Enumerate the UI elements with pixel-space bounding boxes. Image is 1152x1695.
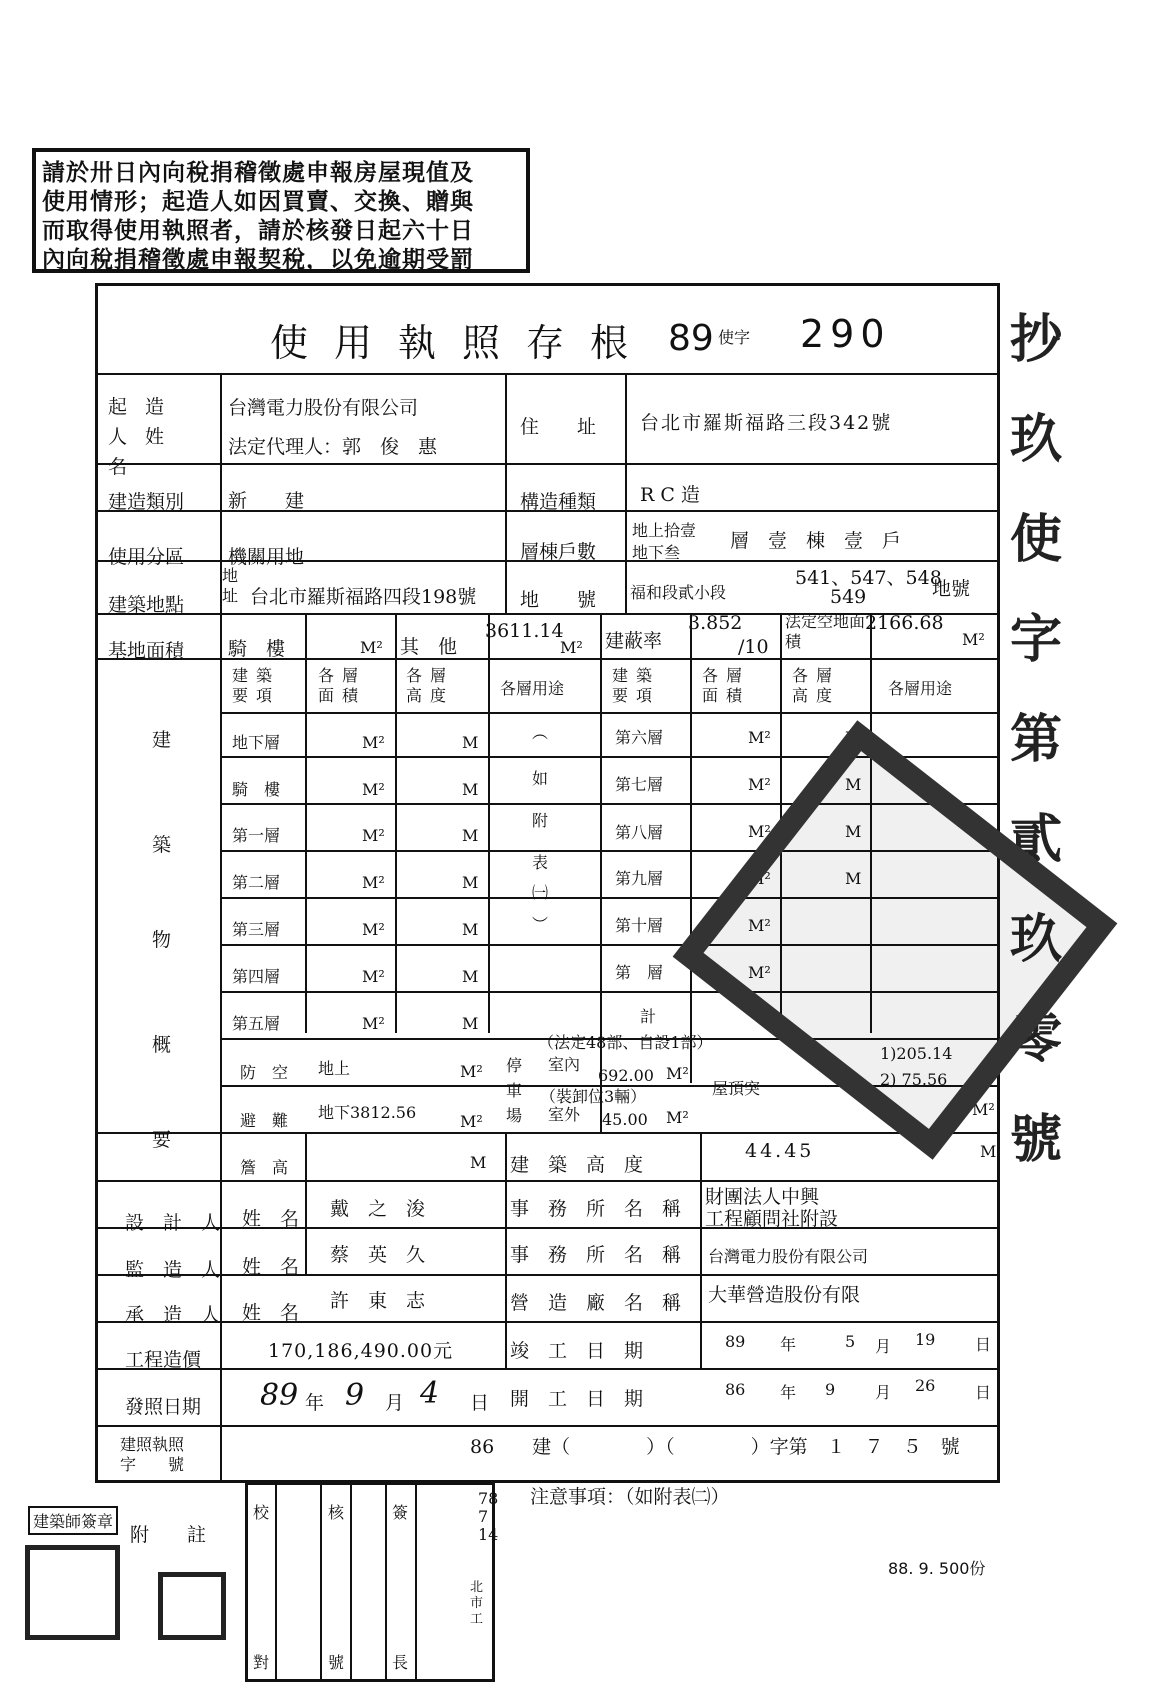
completion-label: 竣 工 日 期 [510,1340,644,1362]
col-line [505,373,507,613]
start-year: 86 [725,1380,746,1399]
start-month-label: 月 [875,1383,892,1402]
roof-label: 屋頂突 [712,1079,761,1098]
building-height-label: 建 築 高 度 [510,1154,644,1176]
completion-month: 5 [845,1332,856,1351]
side-label: 概 [152,1034,172,1056]
office-seal [158,1572,226,1640]
contractor-office: 大華營造股份有限 [708,1284,861,1306]
area-unit: M² [362,920,385,939]
applicant-label: 起造人姓名 [108,396,183,478]
completion-day: 19 [915,1330,936,1349]
issue-month-label: 月 [385,1392,405,1414]
permit-year: 89 [668,318,714,359]
floor-name: 第四層 [232,967,281,986]
designer-office-2: 工程顧問社附設 [705,1208,839,1230]
parking-unit: M² [666,1108,689,1127]
permit-number: 290 [800,312,891,356]
col-line [220,373,222,1483]
table-header: 各層面積 [702,666,751,705]
other-value: 3611.14 [485,620,564,642]
height-unit: M [462,826,479,845]
structure-value: R C 造 [640,484,700,506]
height-unit: M [462,780,479,799]
permit-label: 建照執照 [120,1435,185,1454]
col-line [690,613,692,1083]
row-line [95,1321,1000,1323]
parking-label: 車 [506,1081,523,1100]
col-line [505,1132,507,1368]
signature-block [245,1482,495,1682]
contractor-name-label: 姓 名 [242,1302,300,1324]
table-header: 各層面積 [318,666,367,705]
area-unit: M² [362,1014,385,1033]
shelter-unit: M² [460,1062,483,1081]
issue-day: 4 [420,1376,440,1411]
sig-line [275,1482,277,1682]
supervisor-label: 監 造 人 [125,1259,221,1281]
table-header: 建築要項 [612,666,661,705]
coverage-label: 建蔽率 [605,630,663,652]
remarks-label: 附 註 [130,1524,207,1546]
designer-office-1: 財團法人中興 [705,1186,820,1208]
floor-name: 第三層 [232,920,281,939]
supervisor-office: 台灣電力股份有限公司 [708,1247,869,1266]
col-line [305,1132,307,1274]
col-line [700,1132,702,1368]
row-line [95,1368,1000,1370]
parking-indoor-value: 692.00 [598,1066,654,1085]
parking-outdoor-note: （裝卸位3輛） [540,1087,647,1106]
site-address: 台北市羅斯福路四段198號 [250,586,477,608]
area-unit: M² [748,869,771,888]
applicant-name: 台灣電力股份有限公司 [228,397,419,419]
print-note: 88. 9. 500份 [888,1559,986,1578]
contractor-name: 許 東 志 [330,1290,426,1312]
area-unit: M² [362,733,385,752]
sig-line [415,1482,417,1682]
floor-name: 騎 樓 [232,780,281,799]
address-tag: 地址 [222,566,239,605]
roof-value-2: 2) 75.56 [880,1070,948,1089]
usage-note: ︶ [532,915,549,934]
usage-note: 表 [532,853,549,872]
col-line [600,613,602,1133]
col-line [625,373,627,613]
parking-outdoor-value: 45.00 [602,1110,648,1129]
usage-note: ︵ [532,723,549,742]
lot-numbers: 541、547、548 [795,567,942,589]
arcade-unit: M² [360,638,383,657]
side-label: 建 [152,729,172,751]
row-line [95,1227,1000,1229]
roof-value-1: 1)205.14 [880,1044,953,1063]
area-unit: M² [362,780,385,799]
tax-notice-box [32,148,530,273]
table-header: 建築要項 [232,666,281,705]
other-unit: M² [560,638,583,657]
row-line [95,373,1000,375]
table-header: 各層用途 [500,679,565,698]
notice-line: 請於卅日內向稅捐稽徵處申報房屋現值及 [42,159,474,186]
supervisor-office-label: 事 務 所 名 稱 [510,1244,682,1266]
height-unit: M [462,967,479,986]
floor-name: 第十層 [615,916,664,935]
usage-note: 如 [532,769,549,788]
parking-label: 場 [506,1106,523,1125]
floor-name: 第 層 [615,963,664,982]
lot-section: 福和段貳小段 [630,583,727,602]
other-label: 其 他 [400,636,458,658]
area-unit: M² [748,916,771,935]
floors-tail: 層 壹 棟 壹 戶 [730,530,902,552]
side-label: 要 [152,1129,172,1151]
floor-name: 第五層 [232,1014,281,1033]
sig-col-label: 長 [392,1653,409,1672]
eave-unit: M [470,1153,487,1172]
lot-label: 地 號 [520,589,597,611]
height-unit: M [462,1014,479,1033]
designer-name-label: 姓 名 [242,1208,300,1230]
cost-label: 工程造價 [125,1349,202,1371]
build-type-value: 新 建 [228,490,305,512]
floor-name: 第八層 [615,823,664,842]
sig-line [385,1482,387,1682]
structure-label: 構造種類 [520,491,597,513]
building-height-unit: M [980,1142,997,1161]
completion-day-label: 日 [975,1335,992,1354]
height-unit: M [462,873,479,892]
area-unit: M² [748,963,771,982]
area-unit: M² [748,775,771,794]
col-line [395,613,397,1033]
completion-year-label: 年 [780,1335,797,1354]
table-header: 各層高度 [406,666,455,705]
row-line [95,1132,1000,1134]
applicant-address: 台北市羅斯福路三段342號 [640,412,893,434]
designer-office-label: 事 務 所 名 稱 [510,1198,682,1220]
area-unit: M² [362,826,385,845]
col-line [305,613,307,1033]
right-edge-text: 抄 玖 使 字 第 貳 玖 零 號 [1010,309,1063,1170]
height-unit: M [845,728,862,747]
floors-label: 層棟戶數 [520,541,597,563]
form-title: 使用執照存根 [270,321,655,365]
height-unit: M [845,869,862,888]
row-line [95,1274,1000,1276]
build-type-label: 建造類別 [108,491,185,513]
contractor-label: 承 造 人 [125,1304,221,1326]
sig-col-label: 校 [253,1503,270,1522]
location-label: 建築地點 [108,594,185,616]
floor-name: 第九層 [615,869,664,888]
height-unit: M [845,775,862,794]
supervisor-name: 蔡 英 久 [330,1244,426,1266]
floor-name: 第六層 [615,728,664,747]
remarks-note: 注意事項：（如附表㈡） [530,1486,730,1508]
parking-label: 停 [506,1056,523,1075]
col-line [488,613,490,1033]
floors-above: 地上拾壹 [632,521,697,540]
coverage-den: /10 [738,636,769,658]
notice-line: 而取得使用執照者，請於核發日起六十日 [42,217,474,244]
site-area-label: 基地面積 [108,640,185,662]
table-header: 各層用途 [888,679,953,698]
sig-col-label: 簽 [392,1503,409,1522]
parking-outdoor: 室外 [548,1105,581,1124]
area-unit: M² [362,873,385,892]
building-height-value: 44.45 [745,1140,815,1162]
supervisor-name-label: 姓 名 [242,1256,300,1278]
legal-agent: 法定代理人：郭 俊 惠 [228,436,438,458]
table-header: 各層高度 [792,666,841,705]
architect-seal [25,1545,120,1640]
floor-name: 第七層 [615,775,664,794]
usage-note: ㈠ [532,883,549,902]
side-label: 物 [152,929,172,951]
issue-date-label: 發照日期 [125,1396,202,1418]
shelter-above: 地上 [318,1059,351,1078]
zone-value: 機關用地 [228,546,305,568]
date-stamp: 78 7 14 [478,1489,499,1544]
designer-label: 設 計 人 [125,1212,221,1234]
side-label: 築 [152,834,172,856]
coverage-value: 3.852 [688,612,743,634]
floor-total: 計 [640,1007,657,1026]
row-line [95,1425,1000,1427]
issue-year-label: 年 [305,1392,325,1414]
notice-line: 使用情形；起造人如因買賣、交換、贈與 [42,188,474,215]
open-space-label: 法定空地面積 [785,612,866,651]
issue-day-label: 日 [470,1392,490,1414]
open-space-value: 2166.68 [865,612,944,634]
sig-col-label: 號 [328,1653,345,1672]
permit-ref: 86 建（ ）（ ）字第 １ ７ ５ 號 [470,1436,960,1458]
start-year-label: 年 [780,1383,797,1402]
architect-stamp-label: 建築師簽章 [28,1506,118,1535]
row-line [95,1180,1000,1182]
lot-numbers-2: 549 [830,586,867,608]
lot-tail: 地號 [932,578,971,600]
parking-note: （法定48部、自設1部） [538,1033,713,1052]
cost-value: 170,186,490.00元 [268,1340,454,1362]
row-line [95,463,1000,465]
area-unit: M² [362,967,385,986]
sig-line [320,1482,322,1682]
floor-name: 第一層 [232,826,281,845]
height-unit: M [462,733,479,752]
usage-note: 附 [532,811,549,830]
notice-line: 內向稅捐稽徵處申報契稅，以免逾期受罰 [42,246,474,273]
shelter-unit: M² [460,1112,483,1131]
address-label: 住 址 [520,416,597,438]
completion-year: 89 [725,1332,746,1351]
sig-line [350,1482,352,1682]
area-unit: M² [748,728,771,747]
city-stamp: 北市工 [470,1580,484,1627]
completion-month-label: 月 [875,1337,892,1356]
contractor-office-label: 營 造 廠 名 稱 [510,1292,682,1314]
designer-name: 戴 之 浚 [330,1198,426,1220]
issue-year: 89 [260,1378,299,1413]
roof-unit: M² [972,1100,995,1119]
floor-name: 地下層 [232,733,281,752]
start-day: 26 [915,1376,936,1395]
parking-indoor: 室內 [548,1055,581,1074]
shelter-below: 地下3812.56 [318,1103,417,1122]
row-line [220,712,1000,714]
shelter-label: 防 空 [240,1063,289,1082]
height-unit: M [845,822,862,841]
permit-type: 使字 [718,328,751,347]
parking-unit: M² [666,1064,689,1083]
shelter-label: 避 難 [240,1111,289,1130]
issue-month: 9 [345,1378,365,1413]
start-month: 9 [825,1380,836,1399]
sig-col-label: 核 [328,1503,345,1522]
start-day-label: 日 [975,1383,992,1402]
zone-label: 使用分區 [108,546,185,568]
start-label: 開 工 日 期 [510,1388,644,1410]
permit-label: 字 號 [120,1455,185,1474]
floor-name: 第二層 [232,873,281,892]
eave-label: 簷 高 [240,1158,289,1177]
arcade-label: 騎 樓 [228,638,286,660]
area-unit: M² [748,822,771,841]
height-unit: M [462,920,479,939]
sig-col-label: 對 [253,1653,270,1672]
floors-below: 地下叁 [632,543,681,562]
open-space-unit: M² [962,630,985,649]
